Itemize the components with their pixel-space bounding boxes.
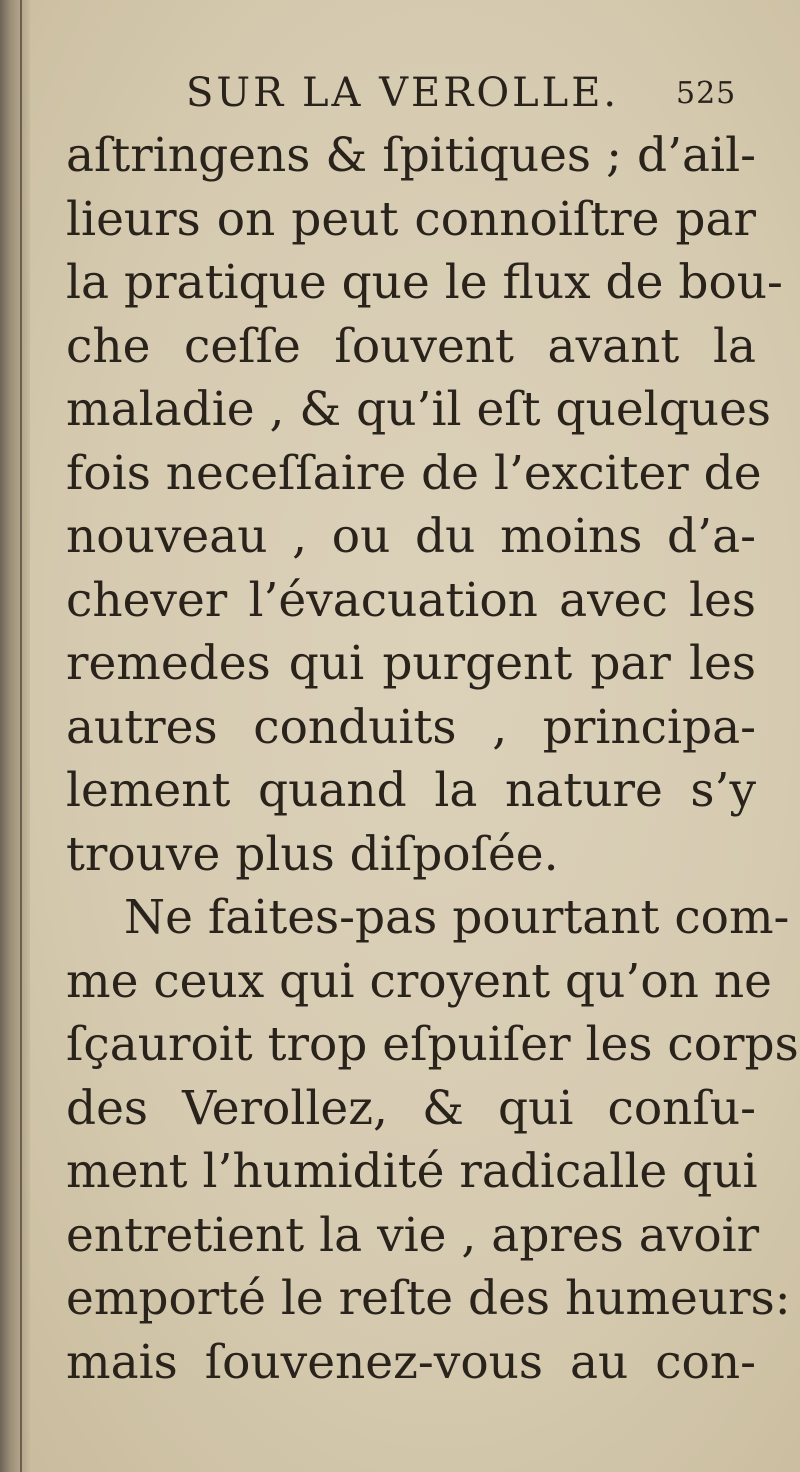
text-line: aſtringens & ſpitiques ; d’ail- xyxy=(66,128,756,183)
text-line: nouveau , ou du moins d’a- xyxy=(66,509,756,564)
text-line: ſçauroit trop eſpuiſer les corps xyxy=(66,1017,799,1072)
body-text xyxy=(66,124,799,1394)
page-binding-edge xyxy=(0,0,30,1472)
text-line: remedes qui purgent par les xyxy=(66,636,756,691)
paragraph-end-line: trouve plus diſpoſée. xyxy=(66,826,559,882)
text-line: mais ſouvenez-vous au con- xyxy=(66,1334,756,1390)
text-line: lieurs on peut connoiſtre par xyxy=(66,191,756,247)
text-line: fois neceſſaire de l’exciter de xyxy=(66,445,762,501)
page-binding-line xyxy=(20,0,22,1472)
page-number: 525 xyxy=(676,76,737,111)
paragraph-start-line: Ne faites-pas pourtant com- xyxy=(124,890,790,945)
text-line: emporté le reſte des humeurs: xyxy=(66,1271,791,1326)
text-line: des Verollez, & qui conſu- xyxy=(66,1080,756,1136)
text-line: entretient la vie , apres avoir xyxy=(66,1207,760,1263)
text-line: che ceſſe ſouvent avant la xyxy=(66,318,756,374)
text-line: maladie , & qu’il eſt quelques xyxy=(66,382,771,437)
page-header xyxy=(0,70,800,130)
text-line: autres conduits , principa- xyxy=(66,699,756,755)
text-line: lement quand la nature s’y xyxy=(66,763,756,818)
text-line: chever l’évacuation avec les xyxy=(66,572,756,628)
running-title: SUR LA VEROLLE. xyxy=(186,70,620,116)
text-line: me ceux qui croyent qu’on ne xyxy=(66,953,772,1009)
text-line: ment l’humidité radicalle qui xyxy=(66,1144,758,1199)
text-line: la pratique que le flux de bou- xyxy=(66,255,783,310)
